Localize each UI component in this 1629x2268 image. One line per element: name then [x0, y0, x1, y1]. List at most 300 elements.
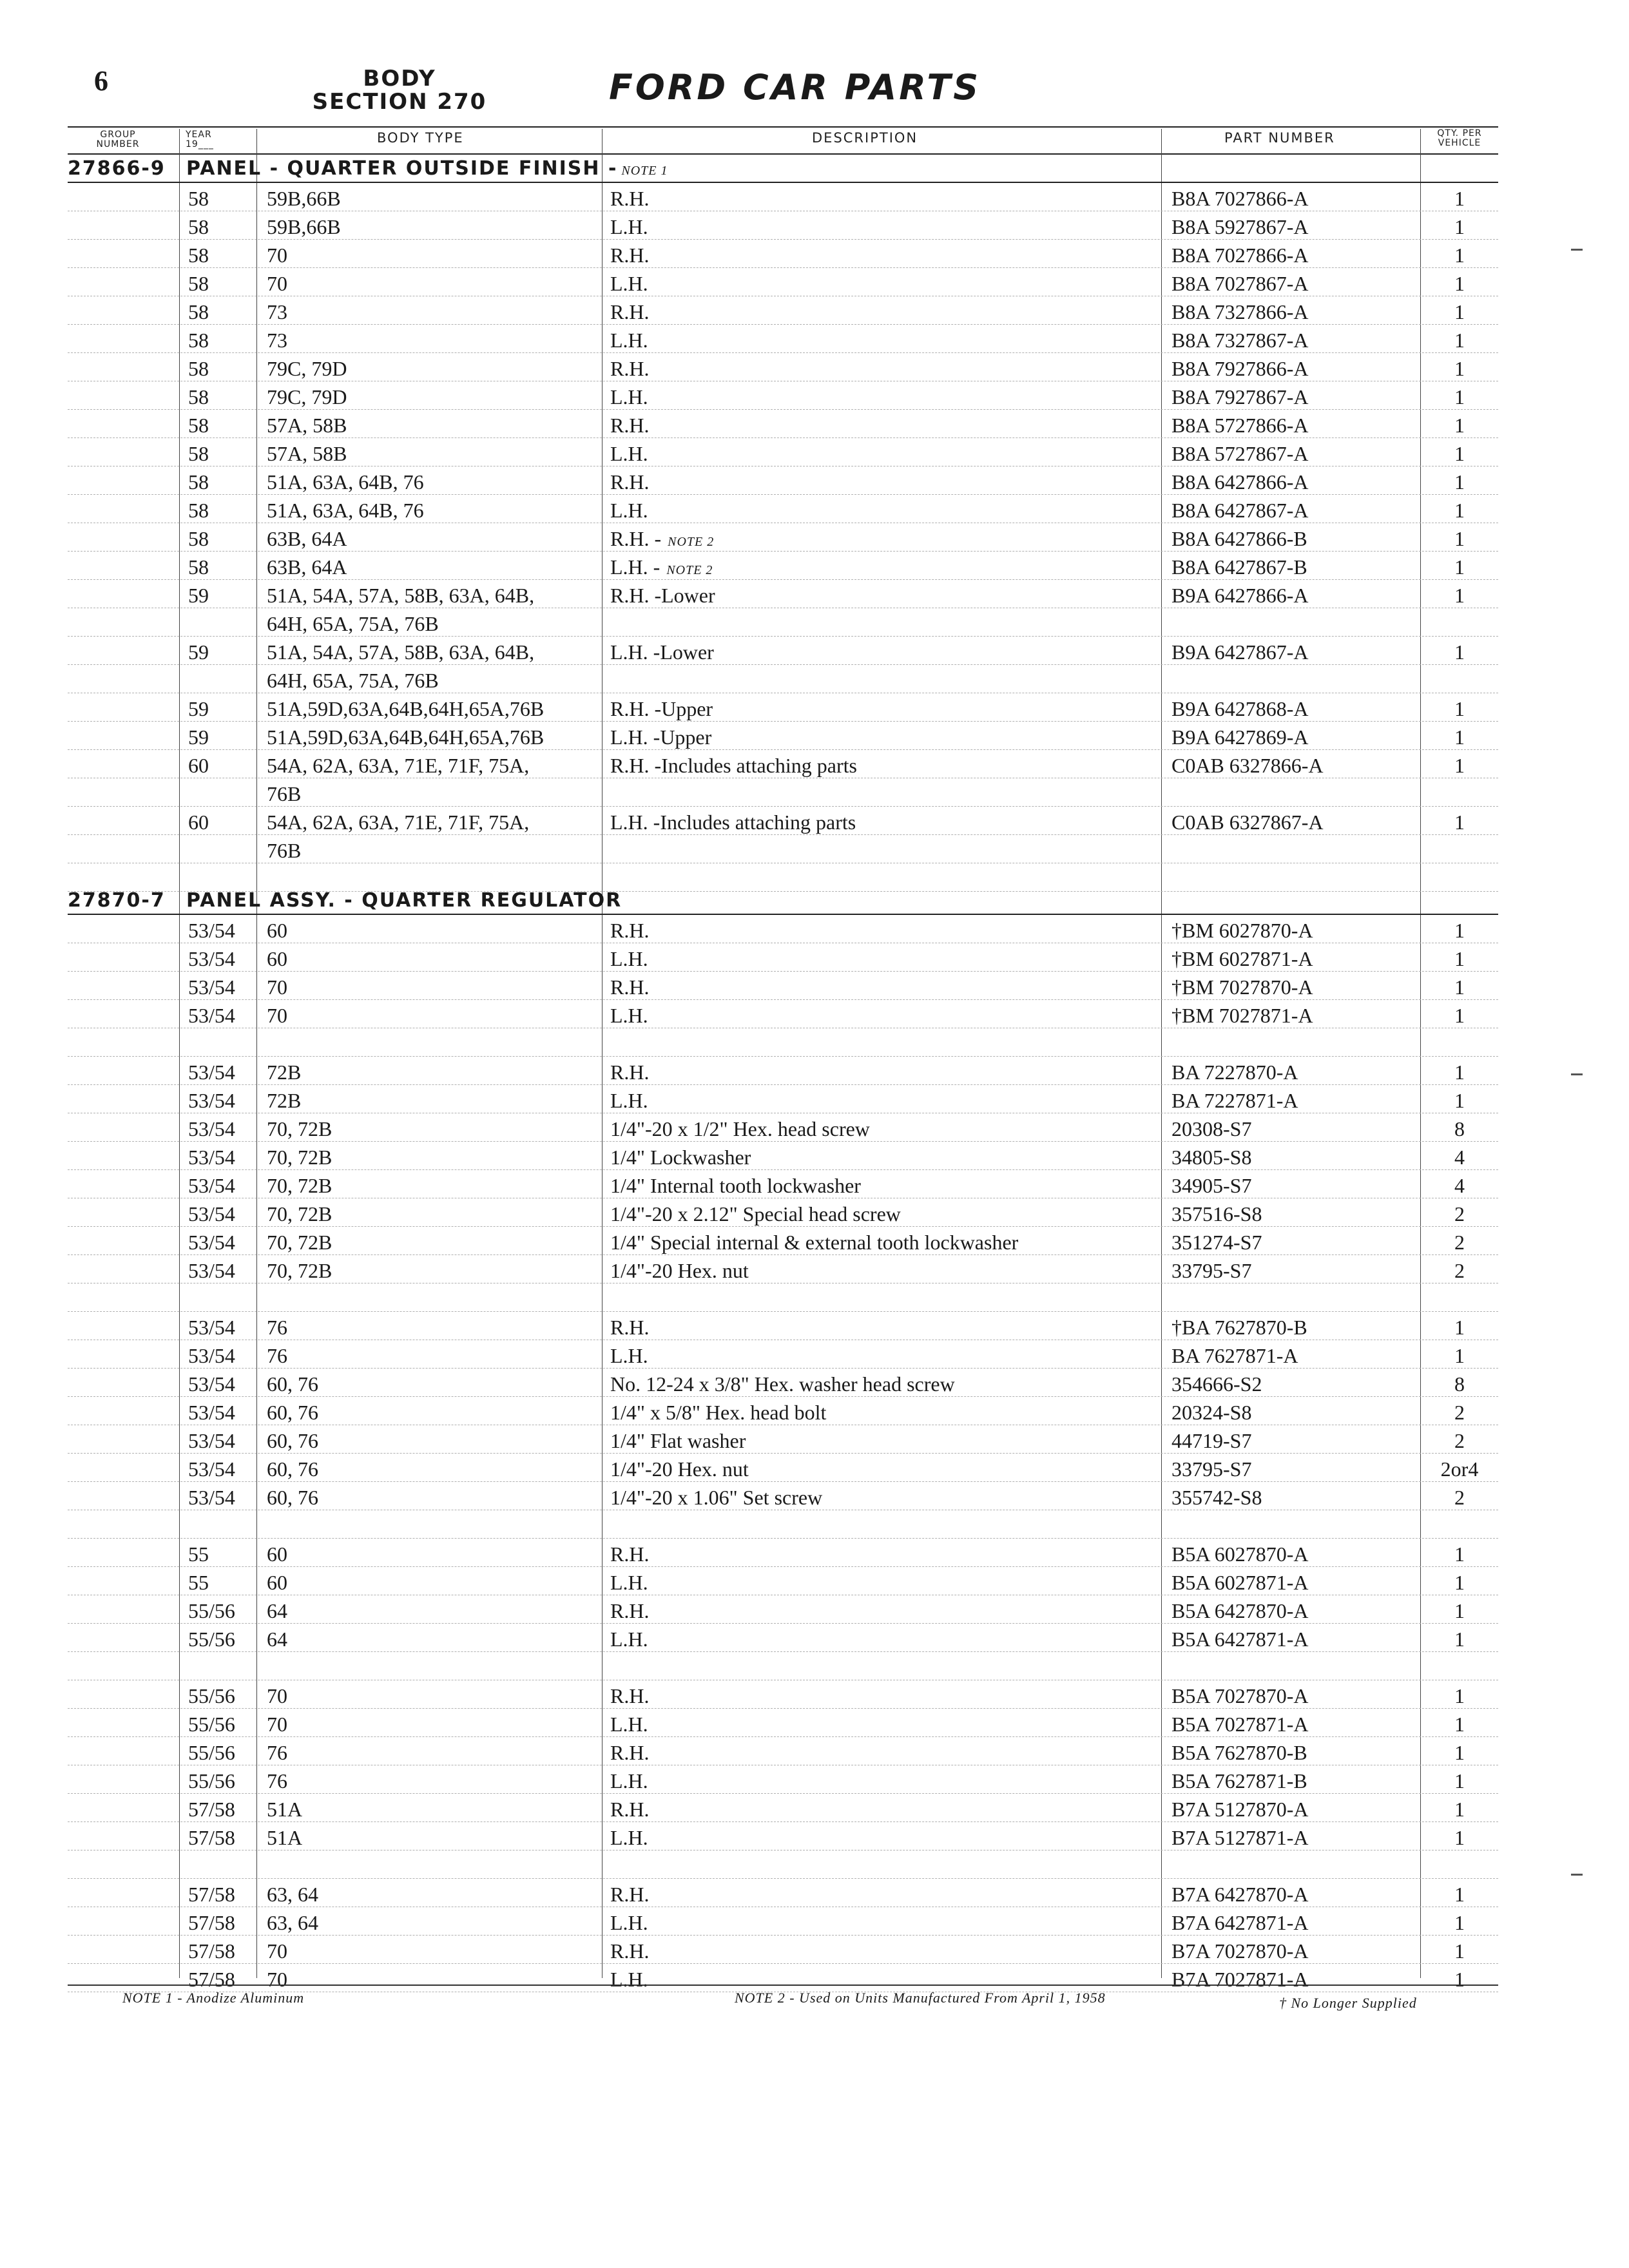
description-cell	[610, 1228, 1018, 1256]
body-type-cell	[267, 1908, 318, 1937]
year-cell-text: 58	[188, 187, 209, 210]
qty-cell-text: 1	[1454, 1911, 1465, 1934]
year-cell	[188, 808, 209, 836]
description-cell-text: R.H.	[610, 1599, 650, 1622]
row-divider	[68, 1736, 1498, 1737]
description-cell-text: L.H. -Upper	[610, 726, 712, 749]
row-divider	[68, 1453, 1498, 1454]
table-row	[0, 1370, 1629, 1398]
table-row	[0, 1427, 1629, 1455]
part-number-cell	[1171, 354, 1308, 383]
body-type-cell-text: 60, 76	[267, 1457, 318, 1481]
body-type-cell-text: 76	[267, 1741, 287, 1764]
year-cell-text: 57/58	[188, 1798, 235, 1821]
qty-cell	[1421, 638, 1498, 666]
part-number-cell-text: †BM 6027871-A	[1171, 947, 1313, 970]
qty-cell	[1421, 581, 1498, 610]
table-row	[0, 1880, 1629, 1908]
body-type-cell-text: 60	[267, 947, 287, 970]
section-label-number: SECTION 270	[312, 89, 487, 115]
qty-cell-text: 1	[1454, 385, 1465, 408]
body-type-cell-text: 70	[267, 975, 287, 999]
table-row	[0, 1285, 1629, 1313]
body-type-cell	[267, 638, 534, 666]
year-cell-text: 53/54	[188, 1457, 235, 1481]
year-cell-text: 53/54	[188, 1344, 235, 1367]
qty-cell-text: 1	[1454, 1713, 1465, 1736]
body-type-cell-text: 64H, 65A, 75A, 76B	[267, 669, 439, 692]
description-cell-text: 1/4" Internal tooth lockwasher	[610, 1174, 861, 1197]
body-type-cell	[267, 666, 439, 695]
table-row	[0, 1682, 1629, 1710]
part-number-cell	[1171, 1483, 1262, 1512]
body-type-cell	[267, 808, 529, 836]
year-cell	[188, 973, 235, 1001]
qty-cell-text: 1	[1454, 1826, 1465, 1849]
body-type-cell	[267, 184, 341, 213]
table-row	[0, 1625, 1629, 1653]
table-row	[0, 354, 1629, 383]
description-cell-text: L.H.	[610, 947, 648, 970]
part-number-cell-text: B5A 6027871-A	[1171, 1571, 1309, 1594]
part-number-cell	[1171, 1908, 1308, 1937]
year-cell	[188, 1568, 209, 1597]
description-cell-text: 1/4"-20 x 2.12" Special head screw	[610, 1202, 901, 1225]
year-cell-text: 55/56	[188, 1741, 235, 1764]
qty-cell-text: 1	[1454, 1939, 1465, 1963]
part-number-cell	[1171, 1341, 1298, 1370]
part-number-cell	[1171, 1256, 1251, 1285]
description-cell-text: L.H.	[610, 1089, 648, 1112]
qty-cell	[1421, 1682, 1498, 1710]
qty-cell-text: 1	[1454, 811, 1465, 834]
description-cell-text: 1/4"-20 x 1.06" Set screw	[610, 1486, 823, 1509]
description-cell	[610, 298, 649, 326]
table-row	[0, 439, 1629, 468]
column-header-description: DESCRIPTION	[812, 130, 918, 146]
body-type-cell	[267, 1341, 287, 1370]
body-type-cell	[267, 411, 347, 439]
description-cell	[610, 1597, 649, 1625]
qty-cell-text: 1	[1454, 1968, 1465, 1991]
body-type-cell	[267, 1398, 318, 1427]
year-cell-text: 53/54	[188, 1316, 235, 1339]
description-cell	[610, 1880, 649, 1908]
body-type-cell-text: 70, 72B	[267, 1117, 333, 1140]
part-number-cell-text: 357516-S8	[1171, 1202, 1262, 1225]
part-number-cell	[1171, 1058, 1298, 1086]
description-cell	[610, 1171, 861, 1200]
part-number-cell-text: B5A 7627871-B	[1171, 1769, 1307, 1792]
body-type-cell-text: 63, 64	[267, 1911, 318, 1934]
description-cell-text: L.H.	[610, 1769, 648, 1792]
part-number-cell-text: B5A 6427870-A	[1171, 1599, 1309, 1622]
part-number-cell	[1171, 383, 1308, 411]
body-type-cell-text: 70	[267, 244, 287, 267]
year-cell-text: 57/58	[188, 1968, 235, 1991]
qty-cell	[1421, 1001, 1498, 1030]
body-type-cell-text: 51A	[267, 1798, 303, 1821]
qty-cell	[1421, 524, 1498, 553]
row-divider	[68, 1651, 1498, 1652]
description-cell-text: R.H.	[610, 300, 650, 323]
qty-cell	[1421, 1086, 1498, 1115]
body-type-cell-text: 60, 76	[267, 1401, 318, 1424]
year-cell-text: 58	[188, 470, 209, 494]
table-row	[0, 1115, 1629, 1143]
qty-cell	[1421, 326, 1498, 354]
qty-cell-text: 2	[1454, 1429, 1465, 1452]
part-number-cell-text: B5A 6427871-A	[1171, 1628, 1309, 1651]
part-number-cell-text: B5A 6027870-A	[1171, 1542, 1309, 1566]
row-divider	[68, 1481, 1498, 1482]
table-row	[0, 638, 1629, 666]
year-cell-text: 53/54	[188, 1004, 235, 1027]
part-number-cell	[1171, 269, 1308, 298]
part-number-cell-text: B8A 7327867-A	[1171, 329, 1309, 352]
body-type-cell-text: 73	[267, 300, 287, 323]
description-cell	[610, 1795, 649, 1823]
description-cell-text: L.H.	[610, 499, 648, 522]
qty-cell	[1421, 1058, 1498, 1086]
header-bottom-rule	[68, 153, 1498, 155]
description-cell-text: R.H.	[610, 1061, 650, 1084]
column-header-group-line2: NUMBER	[96, 139, 140, 149]
qty-cell	[1421, 1256, 1498, 1285]
description-cell	[610, 213, 648, 241]
year-cell	[188, 1767, 235, 1795]
part-number-cell-text: BA 7227871-A	[1171, 1089, 1298, 1112]
qty-cell-text: 1	[1454, 1769, 1465, 1792]
margin-tick-mark	[1571, 1073, 1583, 1075]
body-type-cell	[267, 468, 424, 496]
table-row	[0, 1937, 1629, 1965]
qty-cell	[1421, 1200, 1498, 1228]
description-cell	[610, 1738, 649, 1767]
qty-cell-text: 1	[1454, 272, 1465, 295]
description-cell	[610, 1965, 648, 1994]
row-divider	[68, 1169, 1498, 1170]
year-cell-text: 53/54	[188, 919, 235, 942]
qty-cell	[1421, 269, 1498, 298]
part-number-cell	[1171, 1937, 1308, 1965]
description-cell-text: R.H.	[610, 187, 650, 210]
year-cell	[188, 326, 209, 354]
year-cell-text: 57/58	[188, 1939, 235, 1963]
qty-cell-text: 1	[1454, 414, 1465, 437]
description-cell-text: L.H. -Lower	[610, 640, 714, 664]
year-cell-text: 58	[188, 244, 209, 267]
qty-cell	[1421, 723, 1498, 751]
qty-cell	[1421, 695, 1498, 723]
description-cell-text: 1/4" Special internal & external tooth lockwasher	[610, 1231, 1019, 1254]
part-number-cell	[1171, 808, 1324, 836]
year-cell-text: 53/54	[188, 1429, 235, 1452]
row-divider	[68, 834, 1498, 835]
year-cell	[188, 1256, 235, 1285]
table-row	[0, 1710, 1629, 1738]
row-divider	[68, 551, 1498, 552]
part-number-cell	[1171, 524, 1307, 553]
body-type-cell	[267, 213, 341, 241]
row-divider	[68, 409, 1498, 410]
table-row	[0, 945, 1629, 973]
qty-cell	[1421, 1171, 1498, 1200]
qty-cell	[1421, 1427, 1498, 1455]
qty-cell	[1421, 553, 1498, 581]
qty-cell	[1421, 1597, 1498, 1625]
part-number-cell-text: B7A 6427870-A	[1171, 1883, 1309, 1906]
body-type-cell	[267, 610, 439, 638]
body-type-cell	[267, 1738, 287, 1767]
qty-cell	[1421, 1143, 1498, 1171]
part-number-cell-text: B7A 7027870-A	[1171, 1939, 1309, 1963]
table-row	[0, 1030, 1629, 1058]
row-divider	[68, 1141, 1498, 1142]
year-cell-text: 55/56	[188, 1599, 235, 1622]
year-cell	[188, 269, 209, 298]
description-cell-text: 1/4" Lockwasher	[610, 1146, 751, 1169]
table-row	[0, 751, 1629, 780]
year-cell-text: 58	[188, 215, 209, 238]
body-type-cell	[267, 1001, 287, 1030]
year-cell	[188, 1795, 235, 1823]
table-row	[0, 1143, 1629, 1171]
qty-cell	[1421, 411, 1498, 439]
description-cell	[610, 1540, 649, 1568]
qty-cell-text: 1	[1454, 329, 1465, 352]
row-divider	[68, 1708, 1498, 1709]
body-type-cell	[267, 581, 534, 610]
row-divider	[68, 267, 1498, 268]
part-number-cell	[1171, 581, 1308, 610]
year-cell-text: 57/58	[188, 1826, 235, 1849]
body-type-cell-text: 70, 72B	[267, 1202, 333, 1225]
row-divider	[68, 636, 1498, 637]
description-cell-text: L.H.	[610, 1628, 648, 1651]
part-number-cell	[1171, 1682, 1308, 1710]
year-cell-text: 58	[188, 527, 209, 550]
table-row	[0, 610, 1629, 638]
table-row	[0, 1171, 1629, 1200]
column-header-year-line1: YEAR	[186, 130, 212, 140]
description-cell-text: L.H.	[610, 1968, 648, 1991]
year-cell-text: 59	[188, 640, 209, 664]
footer-note-2: NOTE 2 - Used on Units Manufactured From April 1, 1958	[735, 1990, 1106, 2006]
qty-cell	[1421, 1965, 1498, 1994]
body-type-cell	[267, 1086, 301, 1115]
part-number-cell-text: B7A 7027871-A	[1171, 1968, 1309, 1991]
description-cell	[610, 1313, 649, 1341]
year-cell-text: 53/54	[188, 1061, 235, 1084]
qty-cell	[1421, 973, 1498, 1001]
qty-cell	[1421, 1937, 1498, 1965]
body-type-cell-text: 60	[267, 1571, 287, 1594]
part-number-cell	[1171, 945, 1313, 973]
qty-cell	[1421, 1341, 1498, 1370]
description-cell-text: 1/4"-20 Hex. nut	[610, 1457, 749, 1481]
qty-cell	[1421, 1483, 1498, 1512]
year-cell-text: 59	[188, 726, 209, 749]
body-type-cell	[267, 439, 347, 468]
group-title: PANEL - QUARTER OUTSIDE FINISH -	[186, 157, 618, 180]
part-number-cell-text: 20308-S7	[1171, 1117, 1252, 1140]
qty-cell-text: 8	[1454, 1372, 1465, 1396]
year-cell-text: 53/54	[188, 1089, 235, 1112]
table-row	[0, 1852, 1629, 1880]
description-cell	[610, 1398, 826, 1427]
year-cell	[188, 1001, 235, 1030]
part-number-cell-text: 354666-S2	[1171, 1372, 1262, 1396]
row-divider	[68, 1538, 1498, 1539]
part-number-cell-text: B7A 5127871-A	[1171, 1826, 1309, 1849]
year-cell-text: 60	[188, 811, 209, 834]
part-number-cell-text: 355742-S8	[1171, 1486, 1262, 1509]
body-type-cell	[267, 1058, 301, 1086]
year-cell-text: 53/54	[188, 975, 235, 999]
qty-cell-text: 1	[1454, 555, 1465, 579]
row-divider	[68, 1396, 1498, 1397]
body-type-cell-text: 64	[267, 1628, 287, 1651]
description-cell-text: R.H.	[610, 357, 650, 380]
description-note-ref: NOTE 2	[668, 535, 715, 549]
part-number-cell-text: 33795-S7	[1171, 1457, 1252, 1481]
description-cell-text: L.H.	[610, 385, 648, 408]
qty-cell-text: 1	[1454, 1599, 1465, 1622]
body-type-cell-text: 60	[267, 1542, 287, 1566]
body-type-cell-text: 70	[267, 1968, 287, 1991]
table-row	[0, 780, 1629, 808]
body-type-cell-text: 51A	[267, 1826, 303, 1849]
body-type-cell	[267, 836, 301, 865]
description-cell	[610, 723, 711, 751]
qty-cell-text: 1	[1454, 584, 1465, 607]
qty-cell	[1421, 1625, 1498, 1653]
qty-cell-text: 1	[1454, 1628, 1465, 1651]
part-number-cell	[1171, 1880, 1308, 1908]
body-type-cell	[267, 1115, 332, 1143]
year-cell	[188, 1398, 235, 1427]
qty-cell	[1421, 496, 1498, 524]
description-cell-text: L.H.	[610, 272, 648, 295]
column-header-year	[186, 130, 250, 149]
year-cell-text: 55/56	[188, 1769, 235, 1792]
body-type-cell-text: 51A,59D,63A,64B,64H,65A,76B	[267, 697, 545, 720]
qty-cell	[1421, 1710, 1498, 1738]
qty-cell	[1421, 468, 1498, 496]
year-cell	[188, 524, 209, 553]
qty-cell	[1421, 1228, 1498, 1256]
qty-cell-text: 2	[1454, 1202, 1465, 1225]
year-cell	[188, 553, 209, 581]
description-cell	[610, 468, 649, 496]
description-cell-text: 1/4"-20 x 1/2" Hex. head screw	[610, 1117, 870, 1140]
year-cell	[188, 241, 209, 269]
year-cell	[188, 1370, 235, 1398]
description-cell-text: L.H.	[610, 1713, 648, 1736]
description-cell-text: R.H. -Includes attaching parts	[610, 754, 857, 777]
column-header-qty	[1421, 129, 1498, 148]
part-number-cell	[1171, 1398, 1251, 1427]
year-cell	[188, 1823, 235, 1852]
year-cell	[188, 439, 209, 468]
qty-cell-text: 1	[1454, 187, 1465, 210]
qty-cell	[1421, 184, 1498, 213]
body-type-cell	[267, 1880, 318, 1908]
qty-cell-text: 1	[1454, 1883, 1465, 1906]
year-cell-text: 58	[188, 300, 209, 323]
qty-cell	[1421, 751, 1498, 780]
table-row	[0, 1313, 1629, 1341]
year-cell	[188, 1597, 235, 1625]
year-cell	[188, 945, 235, 973]
description-cell-text: R.H. -	[610, 527, 662, 550]
description-cell	[610, 945, 648, 973]
qty-cell-text: 1	[1454, 1571, 1465, 1594]
part-number-cell	[1171, 1767, 1307, 1795]
qty-cell-text: 1	[1454, 1798, 1465, 1821]
description-cell	[610, 184, 649, 213]
part-number-cell	[1171, 1710, 1308, 1738]
description-cell	[610, 383, 648, 411]
qty-cell-text: 1	[1454, 947, 1465, 970]
description-cell	[610, 354, 649, 383]
year-cell	[188, 916, 235, 945]
year-cell	[188, 638, 209, 666]
body-type-cell-text: 70, 72B	[267, 1231, 333, 1254]
part-number-cell-text: BA 7227870-A	[1171, 1061, 1298, 1084]
qty-cell-text: 1	[1454, 697, 1465, 720]
body-type-cell	[267, 751, 529, 780]
body-type-cell	[267, 1710, 287, 1738]
qty-cell	[1421, 1398, 1498, 1427]
body-type-cell-text: 59B,66B	[267, 187, 341, 210]
body-type-cell	[267, 1200, 332, 1228]
body-type-cell-text: 60, 76	[267, 1372, 318, 1396]
qty-cell-text: 1	[1454, 1542, 1465, 1566]
year-cell-text: 55/56	[188, 1713, 235, 1736]
year-cell	[188, 1908, 235, 1937]
part-number-cell-text: B5A 7027871-A	[1171, 1713, 1309, 1736]
description-cell	[610, 1455, 749, 1483]
year-cell-text: 53/54	[188, 1117, 235, 1140]
row-divider	[68, 437, 1498, 438]
body-type-cell-text: 51A, 54A, 57A, 58B, 63A, 64B,	[267, 584, 535, 607]
body-type-cell	[267, 1597, 287, 1625]
qty-cell	[1421, 1540, 1498, 1568]
description-cell-text: No. 12-24 x 3/8" Hex. washer head screw	[610, 1372, 955, 1396]
description-cell	[610, 1115, 870, 1143]
qty-cell	[1421, 1738, 1498, 1767]
year-cell-text: 58	[188, 499, 209, 522]
description-cell-text: R.H.	[610, 919, 650, 942]
description-cell	[610, 695, 713, 723]
body-type-cell-text: 60, 76	[267, 1486, 318, 1509]
description-cell-text: L.H.	[610, 1826, 648, 1849]
group-note-ref: NOTE 1	[621, 164, 668, 178]
part-number-cell-text: B7A 6427871-A	[1171, 1911, 1309, 1934]
part-number-cell	[1171, 1597, 1308, 1625]
part-number-cell-text: B8A 7927867-A	[1171, 385, 1309, 408]
table-row	[0, 723, 1629, 751]
description-cell-text: L.H. -	[610, 555, 660, 579]
table-row	[0, 553, 1629, 581]
row-divider	[68, 1566, 1498, 1567]
group-heading-rule	[68, 182, 1498, 183]
row-divider	[68, 324, 1498, 325]
table-row	[0, 581, 1629, 610]
part-number-cell	[1171, 695, 1308, 723]
